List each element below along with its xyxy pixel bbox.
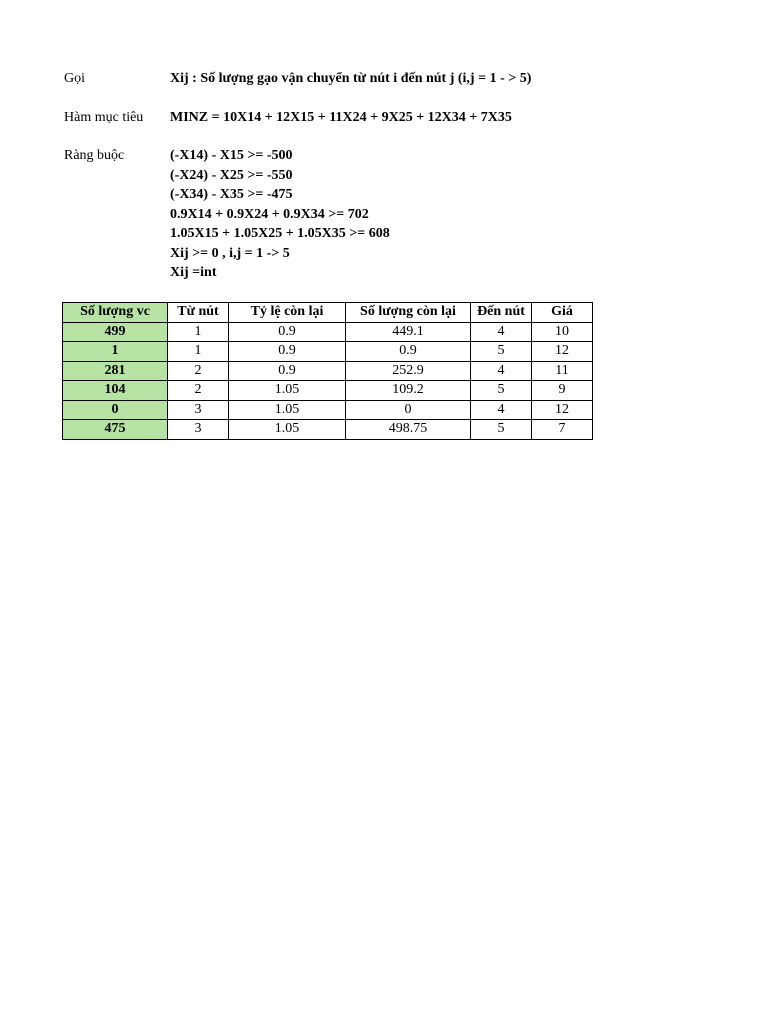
table-row: [63, 420, 593, 440]
cell-ty-le-con-lai: 1.05: [229, 420, 346, 440]
constraint-line: 1.05X15 + 1.05X25 + 1.05X35 >= 608: [170, 226, 390, 241]
cell-den-nut: 4: [471, 361, 532, 381]
table-row: [63, 361, 593, 381]
cell-gia: 12: [532, 342, 593, 362]
header-ty-le-con-lai: Tỷ lệ còn lại: [229, 303, 346, 323]
header-den-nut: Đến nút: [471, 303, 532, 323]
constraint-line: Xij =int: [170, 265, 217, 280]
constraint-line: 0.9X14 + 0.9X24 + 0.9X34 >= 702: [170, 206, 369, 222]
cell-den-nut: 4: [471, 322, 532, 342]
cell-so-luong-vc: 499: [63, 322, 168, 342]
cell-tu-nut: 1: [168, 322, 229, 342]
constraint-line: (-X24) - X25 >= -550: [170, 167, 293, 183]
constraint-line: (-X14) - X15 >= -500: [170, 148, 293, 163]
cell-so-luong-con-lai: 252.9: [346, 361, 471, 381]
constraints-list: [170, 146, 390, 283]
objective-label: Hàm mục tiêu: [64, 110, 144, 125]
table-row: [63, 342, 593, 362]
cell-gia: 9: [532, 381, 593, 401]
header-so-luong-con-lai: Số lượng còn lại: [346, 303, 471, 323]
cell-gia: 7: [532, 420, 593, 440]
cell-ty-le-con-lai: 0.9: [229, 322, 346, 342]
cell-tu-nut: 3: [168, 420, 229, 440]
cell-ty-le-con-lai: 0.9: [229, 361, 346, 381]
transport-table: [62, 302, 593, 440]
cell-so-luong-con-lai: 0.9: [346, 342, 471, 362]
table-row: [63, 381, 593, 401]
cell-so-luong-vc: 0: [63, 400, 168, 420]
table-row: [63, 400, 593, 420]
objective-row: [0, 108, 768, 128]
cell-den-nut: 5: [471, 381, 532, 401]
cell-so-luong-con-lai: 109.2: [346, 381, 471, 401]
cell-so-luong-vc: 104: [63, 381, 168, 401]
cell-so-luong-con-lai: 498.75: [346, 420, 471, 440]
table-row: [63, 322, 593, 342]
cell-so-luong-vc: 475: [63, 420, 168, 440]
cell-den-nut: 5: [471, 342, 532, 362]
constraint-line: (-X34) - X35 >= -475: [170, 187, 293, 202]
table-header-row: [63, 303, 593, 323]
cell-den-nut: 4: [471, 400, 532, 420]
goi-row: [0, 69, 768, 89]
cell-so-luong-con-lai: 0: [346, 400, 471, 420]
constraints-label: Ràng buộc: [64, 148, 125, 163]
cell-gia: 12: [532, 400, 593, 420]
cell-den-nut: 5: [471, 420, 532, 440]
objective-function: MINZ = 10X14 + 12X15 + 11X24 + 9X25 + 12X34 + 7X35: [170, 110, 512, 125]
cell-ty-le-con-lai: 0.9: [229, 342, 346, 362]
cell-tu-nut: 3: [168, 400, 229, 420]
header-gia: Giá: [532, 303, 593, 323]
cell-ty-le-con-lai: 1.05: [229, 381, 346, 401]
goi-label: Gọi: [64, 71, 85, 86]
cell-tu-nut: 2: [168, 361, 229, 381]
header-so-luong-vc: Số lượng vc: [63, 303, 168, 323]
cell-gia: 11: [532, 361, 593, 381]
cell-so-luong-vc: 281: [63, 361, 168, 381]
goi-definition: Xij : Số lượng gạo vận chuyển từ nút i đến nút j (i,j = 1 - > 5): [170, 71, 532, 86]
constraint-line: Xij >= 0 , i,j = 1 -> 5: [170, 245, 290, 261]
cell-so-luong-con-lai: 449.1: [346, 322, 471, 342]
cell-gia: 10: [532, 322, 593, 342]
header-tu-nut: Từ nút: [168, 303, 229, 323]
cell-so-luong-vc: 1: [63, 342, 168, 362]
cell-tu-nut: 1: [168, 342, 229, 362]
cell-tu-nut: 2: [168, 381, 229, 401]
cell-ty-le-con-lai: 1.05: [229, 400, 346, 420]
